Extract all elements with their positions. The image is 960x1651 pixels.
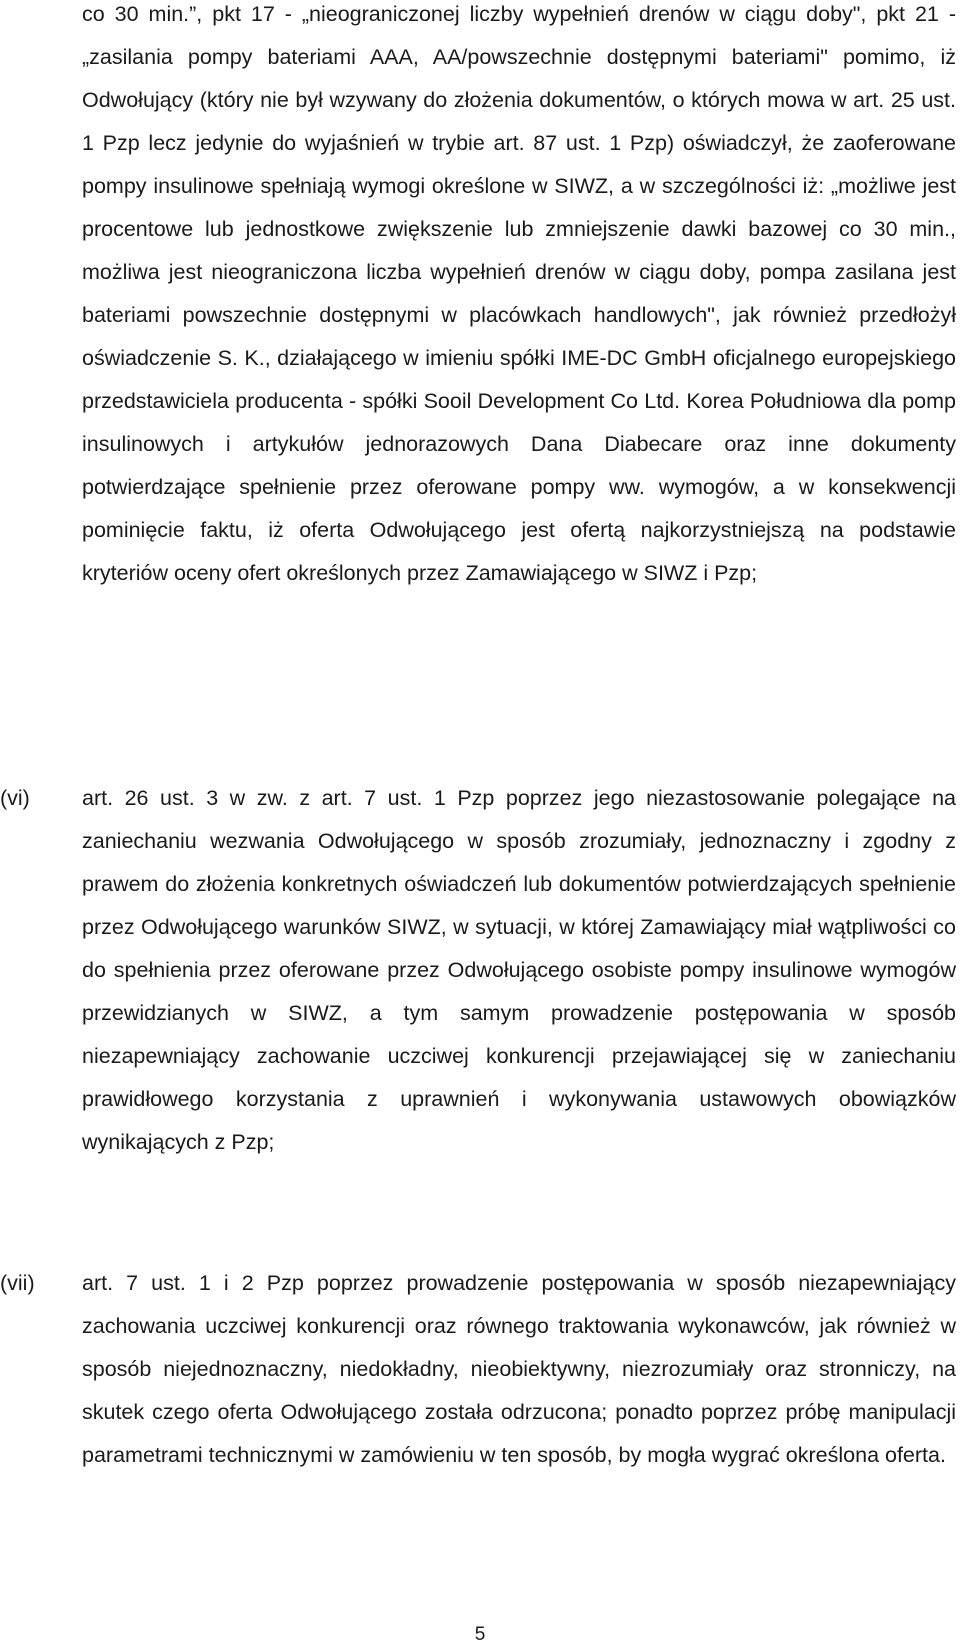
item-label-vi: (vi)	[0, 786, 30, 810]
page-number: 5	[474, 1624, 486, 1645]
item-label-vii: (vii)	[0, 1271, 35, 1295]
item-text-vi: art. 26 ust. 3 w zw. z art. 7 ust. 1 Pzp poprzez jego niezastosowanie polegające na zaniechaniu wezwania Odwołującego w sposób zrozumiały, jednoznaczny i zgodny z prawem do złożenia konkretnych oświadczeń lub dokumentów potwierdzających spełnienie przez Odwołującego warunków SIWZ, w sytuacji, w której Zamawiający miał wątpliwości co do spełnienia przez oferowane przez Odwołującego osobiste pompy insulinowe wymogów przewidzianych w SIWZ, a tym samym prowadzenie postępowania w sposób niezapewniający zachowanie uczciwej konkurencji przejawiającej się w zaniechaniu prawidłowego korzystania z uprawnień i wykonywania ustawowych obowiązków wynikających z Pzp;	[82, 786, 956, 1154]
item-text-vii: art. 7 ust. 1 i 2 Pzp poprzez prowadzenie postępowania w sposób niezapewniający zachowania uczciwej konkurencji oraz równego traktowania wykonawców, jak również w sposób niejednoznaczny, niedokładny, nieobiektywny, niezrozumiały oraz stronniczy, na skutek czego oferta Odwołującego została odrzucona; ponadto poprzez próbę manipulacji parametrami technicznymi w zamówieniu w ten sposób, by mogła wygrać określona oferta.	[82, 1271, 956, 1467]
intro-paragraph: co 30 min.”, pkt 17 - „nieograniczonej liczby wypełnień drenów w ciągu doby", pkt 21 - „zasilania pompy bateriami AAA, AA/powszechnie dostępnymi bateriami" pomimo, iż Odwołujący (który nie był wzywany do złożenia dokumentów, o których mowa w art. 25 ust. 1 Pzp lecz jedynie do wyjaśnień w trybie art. 87 ust. 1 Pzp) oświadczył, że zaoferowane pompy insulinowe spełniają wymogi określone w SIWZ, a w szczególności iż: „możliwe jest procentowe lub jednostkowe zwiększenie lub zmniejszenie dawki bazowej co 30 min., możliwa jest nieograniczona liczba wypełnień drenów w ciągu doby, pompa zasilana jest bateriami powszechnie dostępnymi w placówkach handlowych", jak również przedłożył oświadczenie S. K., działającego w imieniu spółki IME-DC GmbH oficjalnego europejskiego przedstawiciela producenta - spółki Sooil Development Co Ltd. Korea Południowa dla pomp insulinowych i artykułów jednorazowych Dana Diabecare oraz inne dokumenty potwierdzające spełnienie przez oferowane pompy ww. wymogów, a w konsekwencji pominięcie faktu, iż oferta Odwołującego jest ofertą najkorzystniejszą na podstawie kryteriów oceny ofert określonych przez Zamawiającego w SIWZ i Pzp;	[82, 2, 956, 585]
